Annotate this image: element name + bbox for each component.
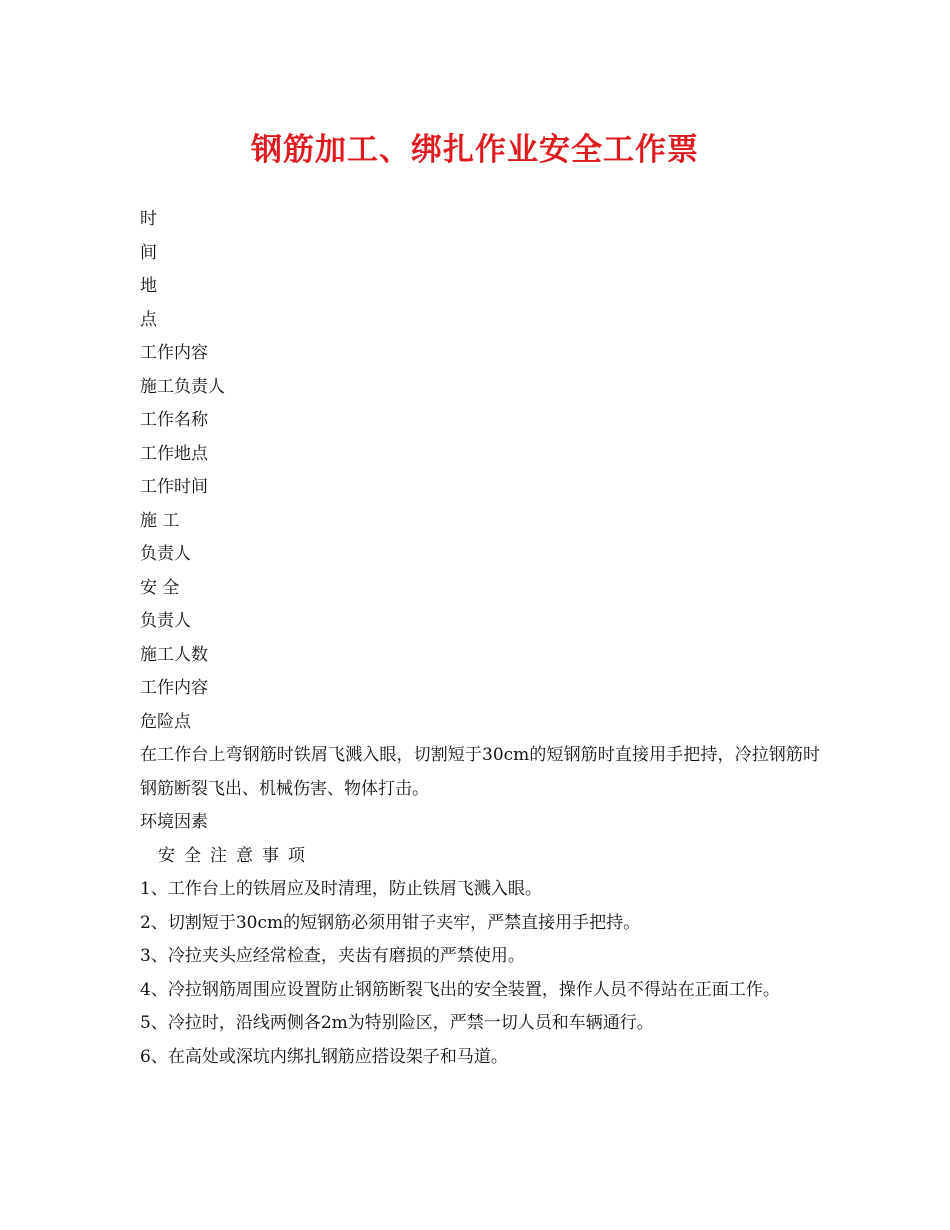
- field-label: 负责人: [140, 611, 191, 631]
- safety-note-item: 4、冷拉钢筋周围应设置防止钢筋断裂飞出的安全装置，操作人员不得站在正面工作。: [140, 979, 780, 1000]
- safety-note-item: 1、工作台上的铁屑应及时清理，防止铁屑飞溅入眼。: [140, 879, 542, 899]
- env-factor-label: 环境因素: [140, 812, 208, 832]
- safety-notes-heading: 安全注意事项: [158, 845, 314, 866]
- field-label: 工作地点: [140, 443, 208, 464]
- safety-note-item: 3、冷拉夹头应经常检查，夹齿有磨损的严禁使用。: [140, 946, 525, 966]
- safety-note-item: 5、冷拉时，沿线两侧各2m为特别险区，严禁一切人员和车辆通行。: [140, 1013, 654, 1033]
- field-label: 负责人: [140, 544, 191, 564]
- field-label: 施工人数: [140, 644, 208, 665]
- field-label: 施 工: [140, 510, 180, 531]
- safety-note-item: 6、在高处或深坑内绑扎钢筋应搭设架子和马道。: [140, 1046, 508, 1067]
- field-label: 工作内容: [140, 678, 208, 698]
- field-label: 工作名称: [140, 410, 208, 430]
- document-body: [140, 203, 820, 1074]
- field-label: 点: [140, 309, 157, 330]
- field-label: 工作时间: [140, 477, 208, 497]
- field-label: 时: [140, 209, 157, 229]
- field-label: 危险点: [140, 711, 191, 732]
- field-label: 地: [140, 276, 157, 296]
- safety-note-item: 2、切割短于30cm的短钢筋必须用钳子夹牢，严禁直接用手把持。: [140, 912, 641, 933]
- document-title: 钢筋加工、绑扎作业安全工作票: [251, 132, 699, 168]
- field-label: 工作内容: [140, 343, 208, 363]
- field-label: 施工负责人: [140, 376, 225, 397]
- field-label: 间: [140, 242, 157, 263]
- hazard-paragraph: 在工作台上弯钢筋时铁屑飞溅入眼，切割短于30cm的短钢筋时直接用手把持，冷拉钢筋时钢筋断裂飞出、机械伤害、物体打击。: [140, 745, 820, 799]
- field-label: 安 全: [140, 577, 180, 598]
